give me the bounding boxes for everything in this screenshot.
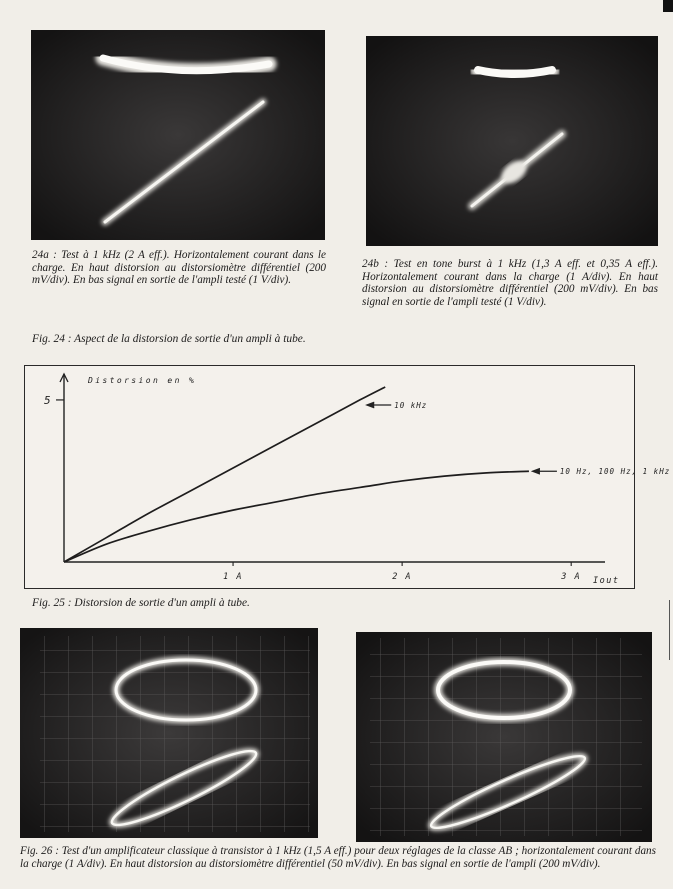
x-tick-label: 3 A: [561, 572, 582, 582]
fig25-title: Fig. 25 : Distorsion de sortie d'un ampli à tube.: [32, 597, 250, 609]
photo-24a: [31, 30, 325, 240]
oscillogram-24a: [31, 30, 325, 240]
photo-24b: [366, 36, 658, 246]
photo-26-right: [356, 632, 652, 842]
page-edge-line: [669, 600, 670, 660]
caption-26: Fig. 26 : Test d'un amplificateur classique à transistor à 1 kHz (1,5 A eff.) pour deux réglages de la classe AB ; horizontalement courant dans la charge (1 A/div). En haut distorsion au distorsiomètre différentiel (50 mV/div). En bas signal en sortie de l'ampli (200 mV/div).: [20, 845, 656, 870]
series-label-1: 10 kHz: [394, 400, 428, 410]
y-axis-label: Distorsion en %: [88, 376, 197, 385]
series-line-1: [64, 387, 385, 562]
y-tick-label: 5: [44, 393, 51, 407]
series-label-2: 10 Hz, 100 Hz, 1 kHz: [559, 467, 671, 477]
distortion-chart: [24, 365, 671, 589]
x-tick-label: 1 A: [223, 572, 243, 582]
series-line-2: [64, 471, 529, 562]
x-axis-label: Iout: [593, 576, 620, 586]
series-arrowhead-1: [366, 402, 374, 408]
x-tick-label: 2 A: [392, 572, 413, 582]
photo-26-left: [20, 628, 318, 838]
oscillogram-26-left: [20, 628, 318, 838]
series-arrowhead-2: [532, 468, 540, 474]
caption-24b: 24b : Test en tone burst à 1 kHz (1,3 A eff. et 0,35 A eff.). Horizontalement courant dans la charge (1 A/div). En haut distorsion au distorsiomètre différentiel (200 mV/div). En bas signal en sortie de l'ampli testé (1 V/div).: [362, 258, 658, 308]
fig24-title: Fig. 24 : Aspect de la distorsion de sortie d'un ampli à tube.: [32, 333, 306, 345]
oscillogram-24b: [366, 36, 658, 246]
chart-plot: [25, 366, 671, 588]
page-edge-mark: [663, 0, 673, 12]
oscillogram-26-right: [356, 632, 652, 842]
caption-24a: 24a : Test à 1 kHz (2 A eff.). Horizontalement courant dans le charge. En haut distorsion au distorsiomètre différentiel (200 mV/div). En bas signal en sortie de l'ampli testé (1 V/div).: [32, 249, 326, 287]
